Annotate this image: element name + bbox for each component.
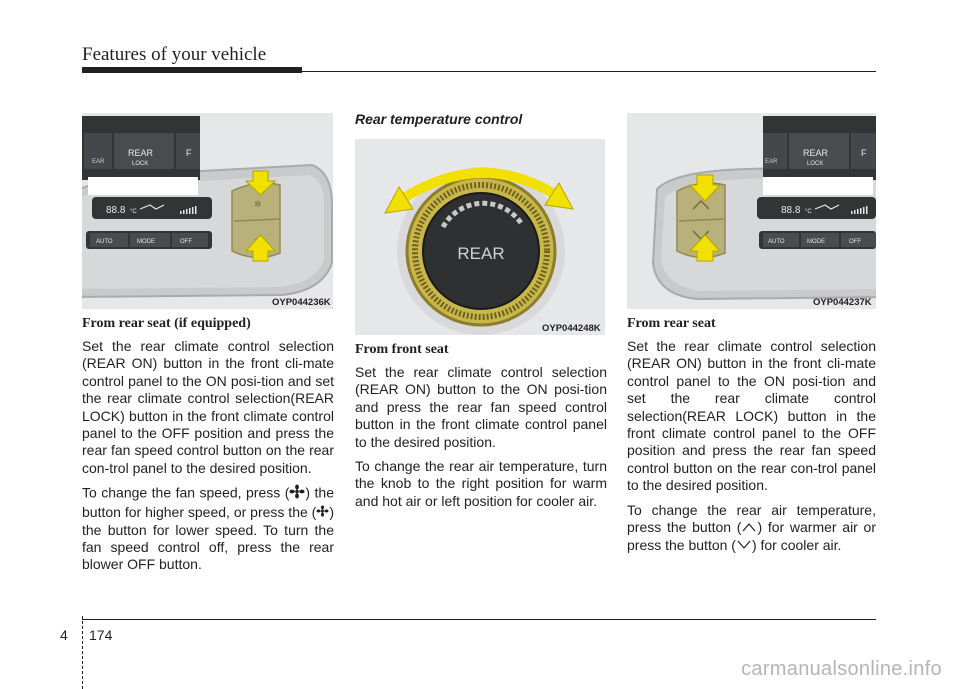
rear-control-panel-illustration-left — [82, 113, 333, 309]
temp-display-right: 88.8 — [781, 205, 801, 216]
watermark: carmanualsonline.info — [741, 658, 942, 680]
header-rule — [302, 71, 876, 72]
subheading-rear-seat-equipped: From rear seat (if equipped) — [82, 316, 251, 331]
footer-rule — [82, 619, 876, 620]
page-number: 174 — [89, 627, 113, 643]
mode-label-right: MODE — [807, 239, 825, 245]
rear-temp-text-b: ) for warmer air or press the button ( — [627, 519, 877, 554]
fan-speed-text-b: ) the button for higher speed, or press the ( — [82, 484, 335, 520]
off-label-right: OFF — [849, 239, 861, 245]
temp-unit: °C — [130, 209, 137, 215]
mode-label: MODE — [137, 239, 155, 245]
column-left — [82, 316, 334, 581]
figure-code-right: OYP044237K — [813, 297, 872, 308]
paragraph-rear-seat-setup: Set the rear climate control selection (REAR ON) button in the front cli-mate control panel to the ON posi-tion and set the rear climate control selection(REAR LOCK) button in the front climate control panel to the OFF position and press the rear fan speed control button on the rear con-trol panel to the desired position. — [82, 338, 334, 476]
rear-label-right: REAR — [803, 148, 829, 158]
paragraph-knob-temperature: To change the rear air temperature, turn the knob to the right position for warm and hot air or left position for cooler air. — [355, 458, 607, 509]
paragraph-fan-speed — [82, 484, 334, 574]
section-title-rear-temperature: Rear temperature control — [355, 111, 523, 127]
off-label: OFF — [180, 239, 192, 245]
paragraph-rear-temperature — [627, 502, 876, 555]
f-label-right: F — [861, 148, 867, 158]
temp-unit-right: °C — [805, 209, 812, 215]
temp-display: 88.8 — [106, 205, 126, 216]
figure-code-left: OYP044236K — [272, 297, 331, 308]
subheading-front-seat: From front seat — [355, 342, 449, 357]
footer-divider-vertical — [82, 616, 83, 689]
subheading-rear-seat: From rear seat — [627, 316, 716, 331]
paragraph-front-seat-setup: Set the rear climate control selection (REAR ON) button to the ON posi-tion and press the rear fan speed control button in the front climate control panel to the desired position. — [355, 364, 607, 450]
fan-up-icon: ✲ — [254, 200, 262, 210]
rear-temp-text-c: ) for cooler air. — [751, 537, 842, 554]
chapter-number: 4 — [60, 627, 68, 643]
ear-label-right: EAR — [765, 159, 778, 165]
fan-high-icon — [289, 484, 305, 503]
column-middle — [355, 342, 607, 517]
callout-white-box — [88, 177, 198, 195]
figure-right-rear-temp-buttons — [627, 113, 876, 309]
figure-left-rear-fan-control — [82, 113, 333, 309]
knob-label: REAR — [457, 244, 505, 263]
fan-speed-text-a: To change the fan speed, press ( — [82, 484, 290, 501]
rear-control-panel-illustration-right — [627, 113, 876, 309]
paragraph-rear-seat-setup-right: Set the rear climate control selection (REAR ON) button in the front cli-mate control panel to the ON posi-tion and set the rear climate control selection(REAR LOCK) button in the front climate control panel to the OFF position and press the rear fan speed control button on the rear con-trol panel to the desired position. — [627, 338, 876, 494]
callout-white-box-right — [763, 177, 873, 195]
fan-speed-text-c: ) the button for lower speed. To turn the fan speed control off, press the rear blower OFF button. — [82, 503, 334, 573]
rear-label: REAR — [128, 148, 154, 158]
auto-label-right: AUTO — [768, 239, 785, 245]
lock-label-right: LOCK — [807, 161, 824, 167]
auto-label: AUTO — [96, 239, 113, 245]
column-right — [627, 316, 876, 562]
lock-label: LOCK — [132, 161, 149, 167]
chevron-up-icon — [741, 520, 757, 537]
chevron-down-icon — [736, 538, 752, 555]
figure-middle-rear-temp-knob — [355, 139, 605, 335]
header-bar — [82, 67, 302, 73]
fan-low-icon — [316, 504, 329, 521]
f-label: F — [186, 148, 192, 158]
ear-label: EAR — [92, 159, 105, 165]
rear-temp-text-a: To change the rear air temperature, press the button ( — [627, 501, 876, 536]
figure-code-middle: OYP044248K — [542, 323, 601, 334]
page-header-title: Features of your vehicle — [82, 44, 267, 65]
rear-knob-illustration — [355, 139, 605, 335]
